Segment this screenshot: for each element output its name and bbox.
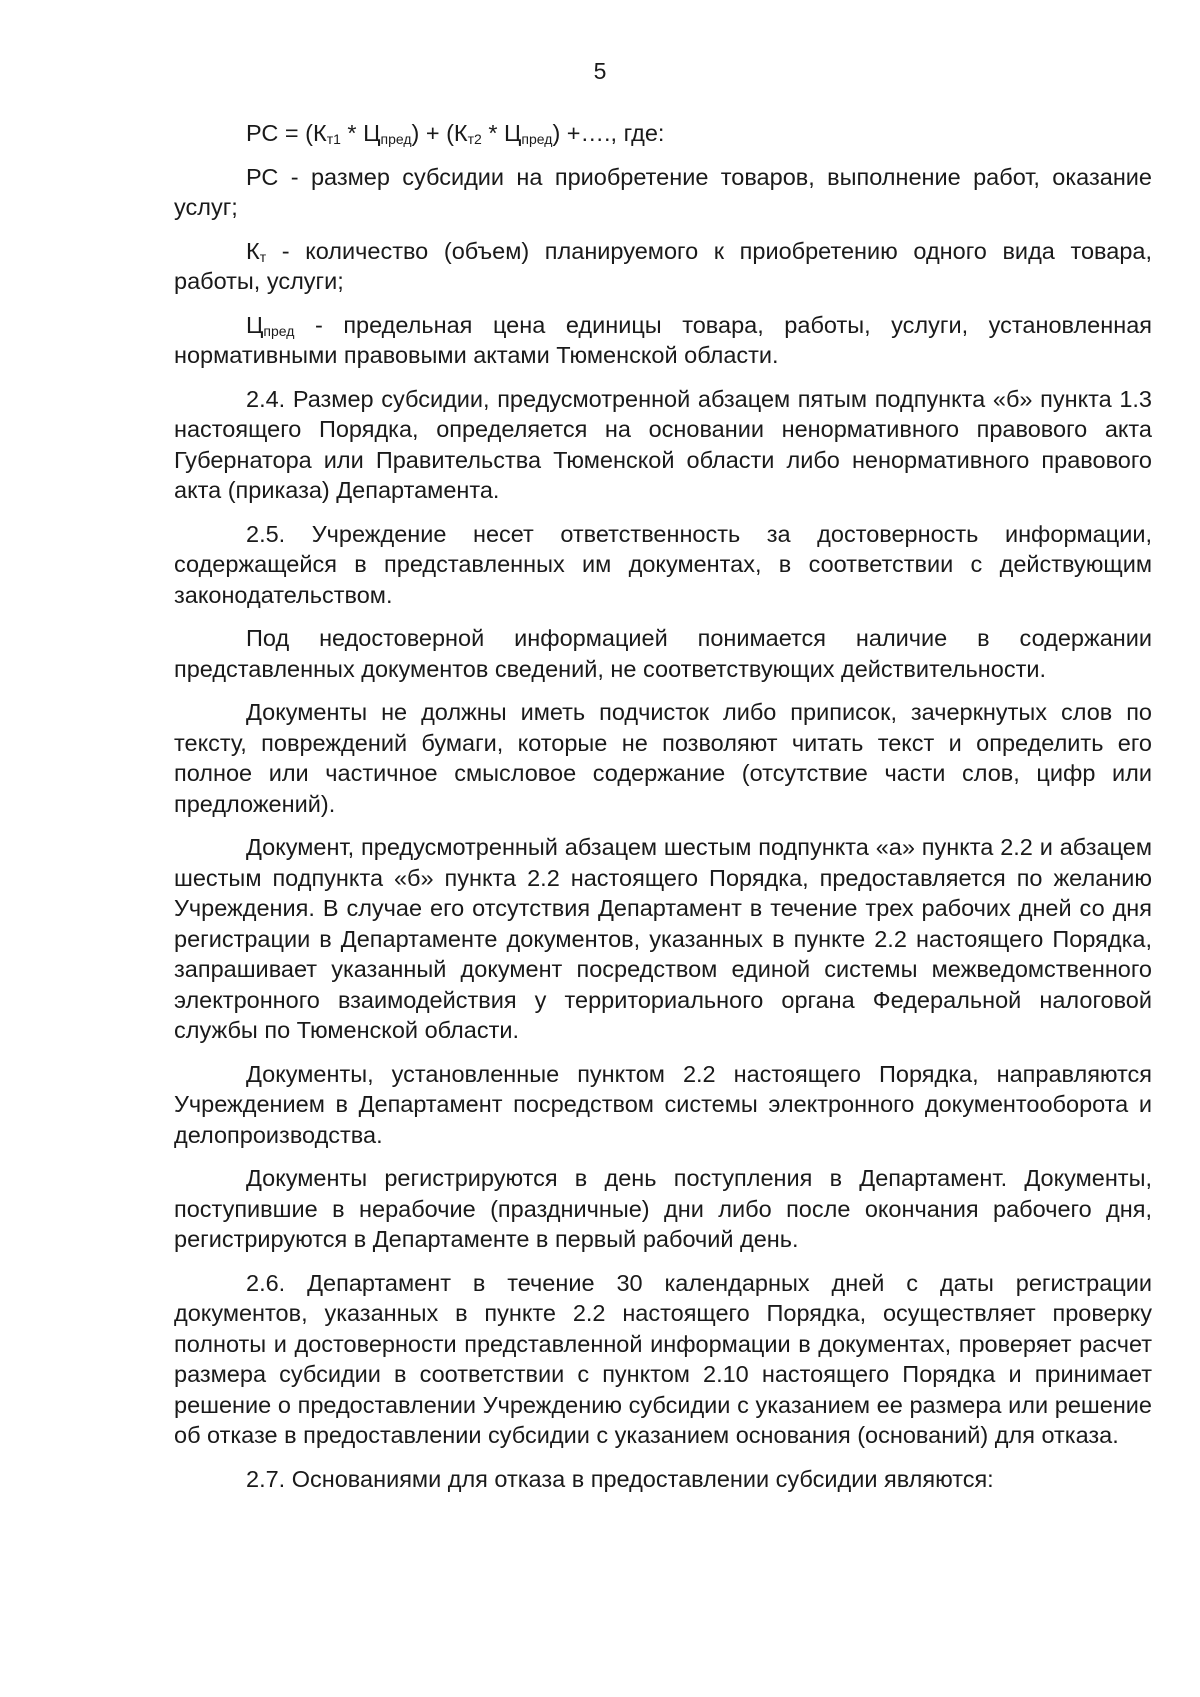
paragraph-document-erasures: Документы не должны иметь подчисток либо приписок, зачеркнутых слов по тексту, повреждений бумаги, которые не позволяют читать текст и определить его полное или частичное смысловое содержание (отсутствие части слов, цифр или предложений). xyxy=(174,699,1152,817)
formula-sub-kt1: т1 xyxy=(326,131,341,147)
cpred-text: - предельная цена единицы товара, работы, услуги, установленная нормативными правовыми актами Тюменской области. xyxy=(174,311,1152,368)
document-body xyxy=(174,118,1152,1494)
paragraph-2-7: 2.7. Основаниями для отказа в предоставлении субсидии являются: xyxy=(246,1465,994,1492)
cpred-subscript: пред xyxy=(263,322,295,339)
kt-text: - количество (объем) планируемого к приобретению одного вида товара, работы, услуги; xyxy=(174,237,1152,294)
paragraph-optional-document: Документ, предусмотренный абзацем шестым подпункта «а» пункта 2.2 и абзацем шестым подпункта «б» пункта 2.2 настоящего Порядка, предоставляется по желанию Учреждения. В случае его отсутствия Департамент в течение трех рабочих дней со дня регистрации в Департаменте документов, указанных в пункте 2.2 настоящего Порядка, запрашивает указанный документ посредством единой системы межведомственного электронного взаимодействия у территориального органа Федеральной налоговой службы по Тюменской области. xyxy=(174,834,1152,1043)
formula-mid1: * Ц xyxy=(340,120,381,146)
paragraph-2-4: 2.4. Размер субсидии, предусмотренной абзацем пятым подпункта «б» пункта 1.3 настоящего Порядка, определяется на основании ненормативного правового акта Губернатора или Правительства Тюменской области либо ненормативного правового акта (приказа) Департамента. xyxy=(174,385,1152,503)
paragraph-2-5: 2.5. Учреждение несет ответственность за достоверность информации, содержащейся в представленных им документах, в соответствии с действующим законодательством. xyxy=(174,520,1152,608)
subsidy-formula xyxy=(174,118,1152,149)
cpred-symbol: Ц xyxy=(246,311,264,338)
kt-subscript: т xyxy=(259,248,267,265)
formula-tail: ) +…., где: xyxy=(552,120,665,146)
paragraph-unreliable-info: Под недостоверной информацией понимается наличие в содержании представленных документов сведений, не соответствующих действительности. xyxy=(174,625,1152,682)
definition-kt xyxy=(174,236,1152,297)
definition-cpred xyxy=(174,310,1152,371)
formula-sub-kt2: т2 xyxy=(467,131,482,147)
page-number: 5 xyxy=(593,58,607,84)
paragraph-2-6: 2.6. Департамент в течение 30 календарных дней с даты регистрации документов, указанных в пункте 2.2 настоящего Порядка, осуществляет проверку полноты и достоверности представленной информации в документах, проверяет расчет размера субсидии в соответствии с пунктом 2.10 настоящего Порядка и принимает решение о предоставлении Учреждению субсидии с указанием ее размера или решение об отказе в предоставлении субсидии с указанием основания (оснований) для отказа. xyxy=(174,1269,1152,1448)
paragraph-document-registration: Документы регистрируются в день поступления в Департамент. Документы, поступившие в нерабочие (праздничные) дни либо после окончания рабочего дня, регистрируются в Департаменте в первый рабочий день. xyxy=(174,1165,1152,1252)
formula-lhs: РС = (К xyxy=(246,120,327,146)
paragraph-document-submission: Документы, установленные пунктом 2.2 настоящего Порядка, направляются Учреждением в Департамент посредством системы электронного документооборота и делопроизводства. xyxy=(174,1060,1152,1148)
kt-symbol: К xyxy=(246,237,260,264)
definition-rs: РС - размер субсидии на приобретение товаров, выполнение работ, оказание услуг; xyxy=(174,163,1152,220)
formula-mid3: * Ц xyxy=(481,120,522,146)
formula-sub-pred2: пред xyxy=(521,131,553,147)
formula-sub-pred1: пред xyxy=(380,131,412,147)
formula-mid2: ) + (К xyxy=(411,120,468,146)
